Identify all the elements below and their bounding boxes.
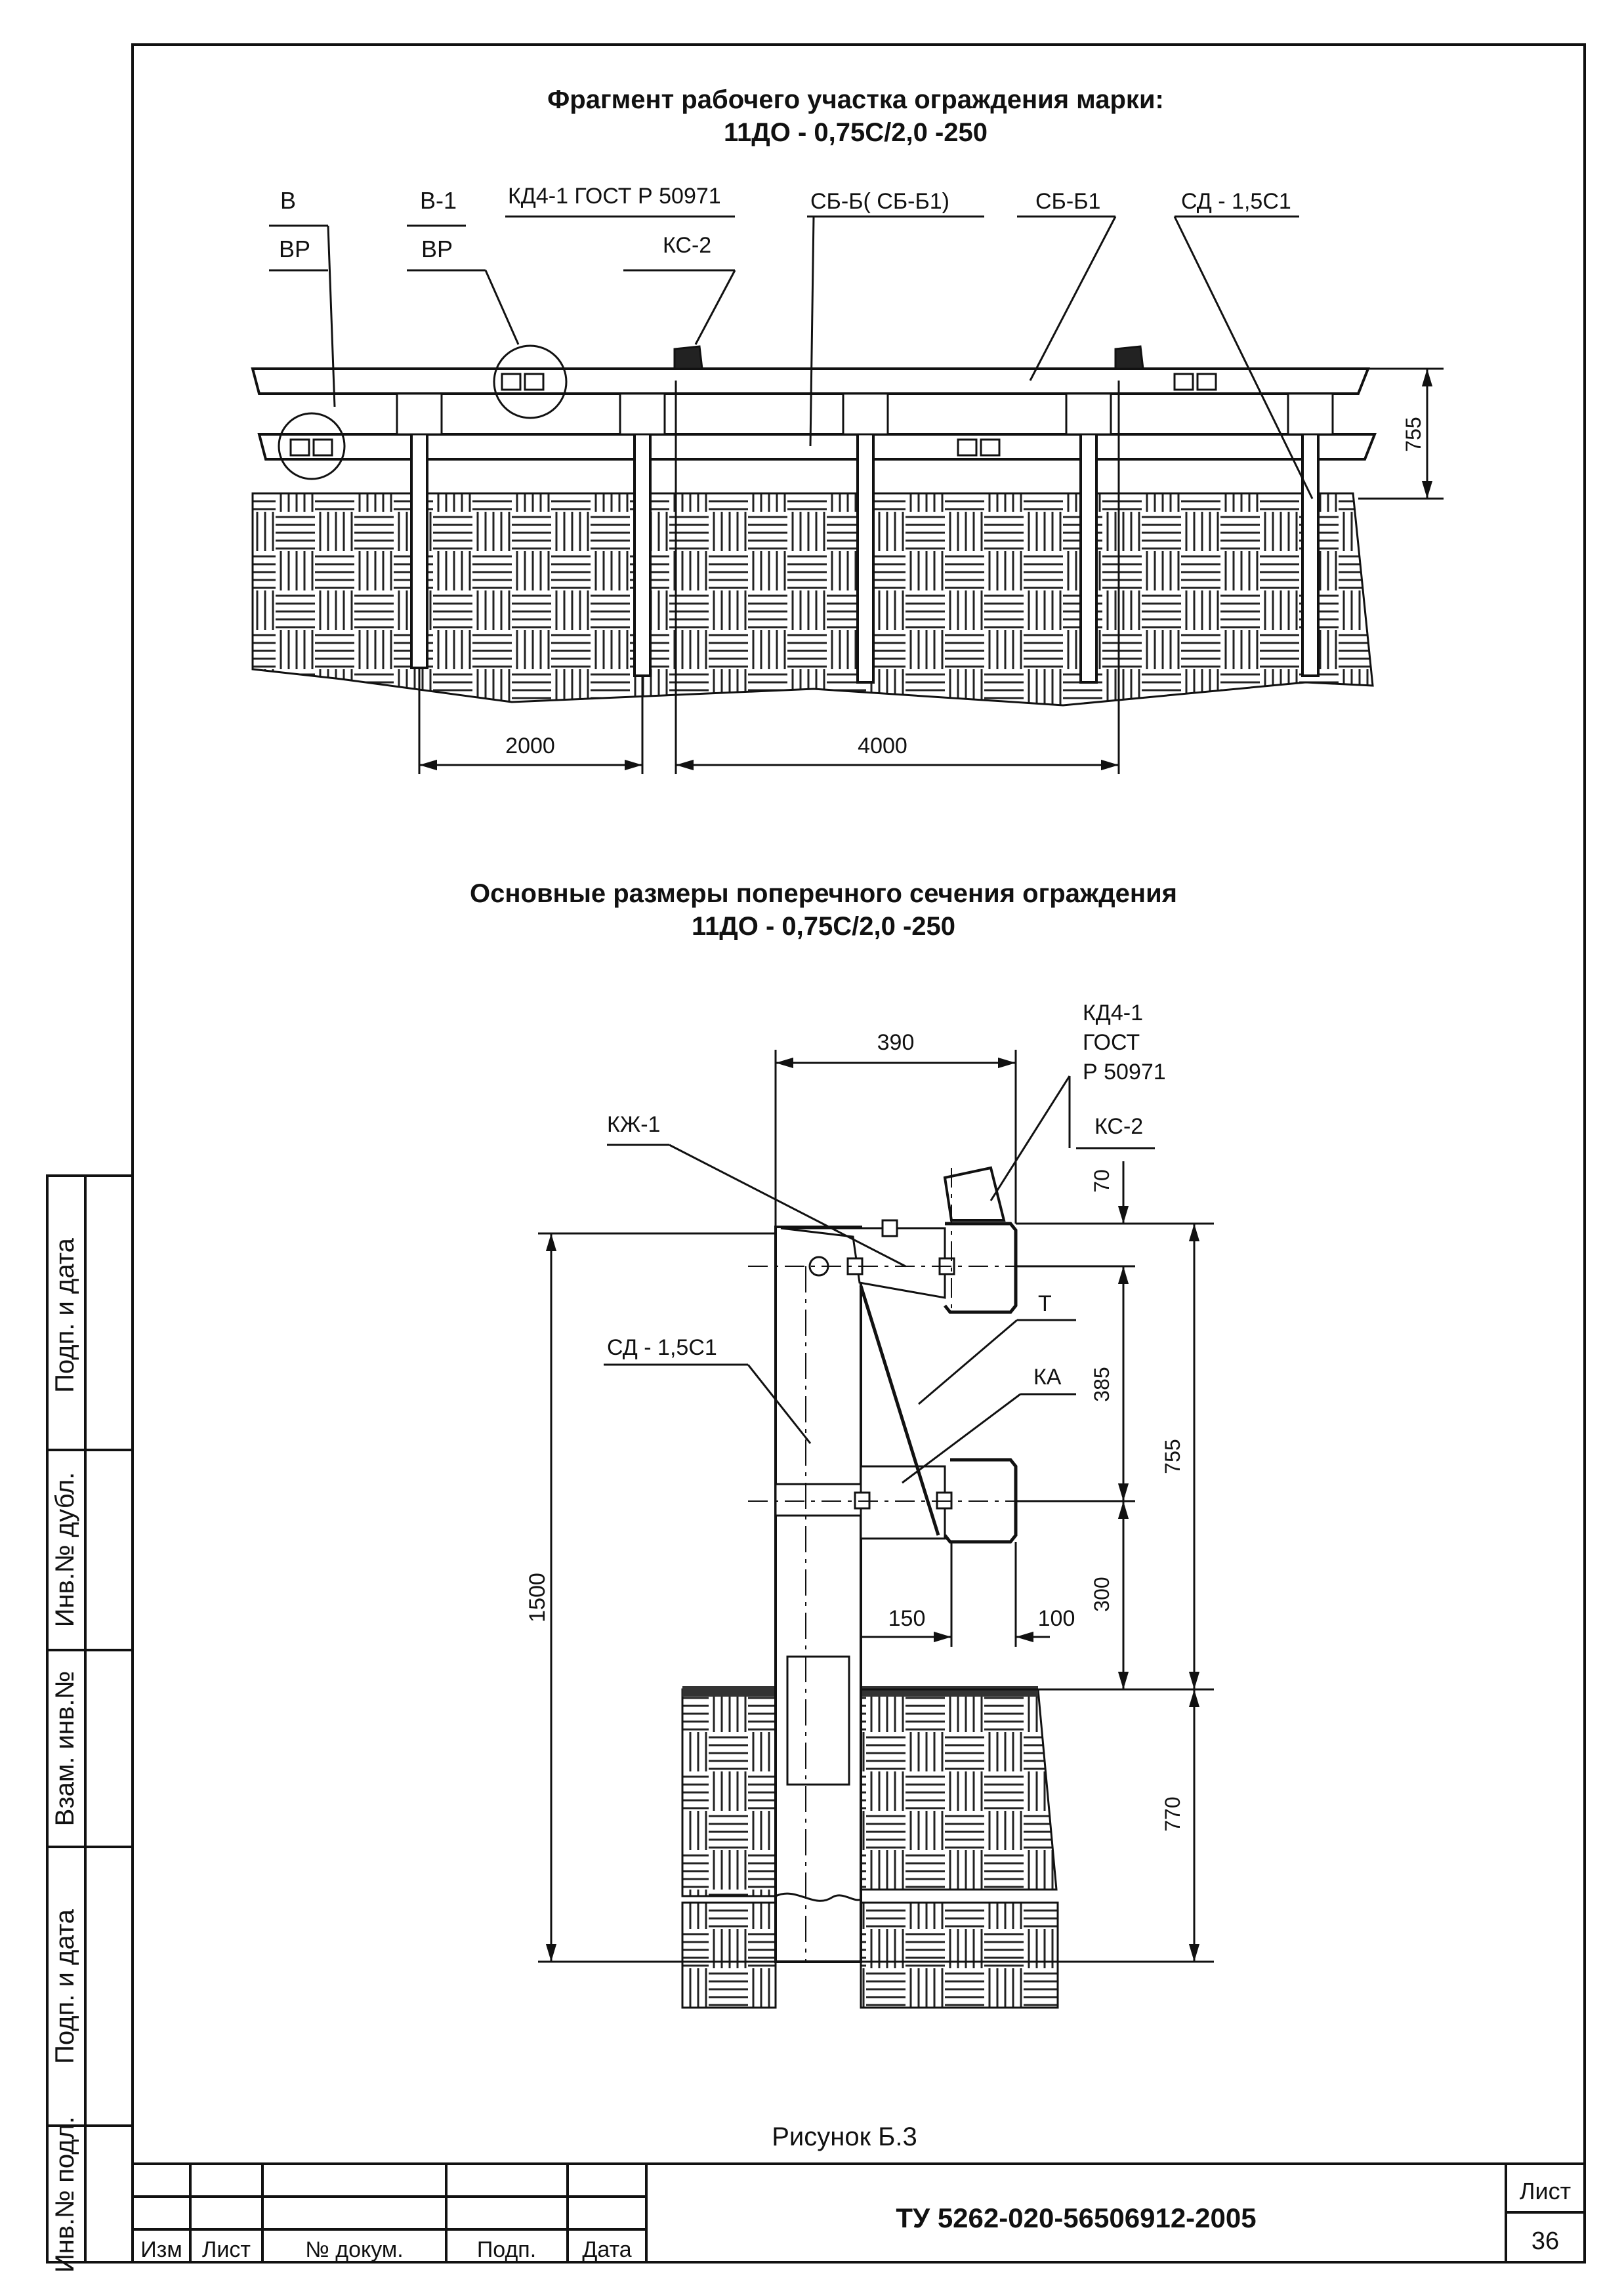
label-sbb1: СБ-Б1 (1035, 189, 1101, 214)
tb-sheet-number: 36 (1531, 2227, 1560, 2255)
guardrail-elevation (253, 217, 1444, 774)
tb-podp: Подп. (476, 2237, 537, 2262)
dim-390-text: 390 (877, 1030, 915, 1055)
spacers (397, 394, 1333, 434)
label-kzh1: КЖ-1 (607, 1112, 661, 1137)
tb-data: Дата (582, 2237, 632, 2262)
section-title-line1: Основные размеры поперечного сечения ограждения (469, 879, 1178, 908)
dim-385-text: 385 (1090, 1367, 1114, 1402)
top-title-line1: Фрагмент рабочего участка ограждения марки: (547, 85, 1164, 114)
dim-2000-text: 2000 (505, 734, 555, 758)
dim-755-text: 755 (1161, 1439, 1184, 1474)
section-ground-lower (682, 1903, 1058, 2008)
tb-docnum: № докум. (305, 2237, 404, 2262)
tb-izm: Изм (140, 2237, 182, 2262)
side-stamp-sign-date-2: Подп. и дата (51, 1909, 79, 2064)
label-t: Т (1038, 1291, 1052, 1316)
post-2 (635, 394, 650, 676)
dim-755-top-text: 755 (1402, 417, 1425, 452)
tb-sheet-label: Лист (1519, 2178, 1572, 2204)
side-stamp-sign-date-1: Подп. и дата (51, 1238, 79, 1393)
figure-caption: Рисунок Б.3 (772, 2122, 917, 2151)
label-r50971: Р 50971 (1083, 1060, 1166, 1085)
tb-list: Лист (202, 2237, 251, 2262)
label-v: В (280, 187, 297, 214)
dim-70-text: 70 (1090, 1169, 1114, 1193)
label-ks2-top: КС-2 (663, 233, 712, 258)
post-3 (858, 394, 873, 682)
side-stamp-repl-inv: Взам. инв.№ (51, 1670, 79, 1827)
cross-section (538, 1050, 1214, 2008)
label-kd-gost: КД4-1 ГОСТ Р 50971 (508, 184, 721, 209)
pavement-layer-left (682, 1686, 776, 1697)
section-post (776, 1227, 861, 1962)
label-ks2-section: КС-2 (1094, 1114, 1144, 1139)
dim-100-text: 100 (1037, 1606, 1075, 1631)
side-stamp-dup-inv: Инв.№ дубл. (51, 1472, 79, 1628)
label-vr-2: ВР (421, 236, 453, 262)
post-4 (1081, 394, 1096, 682)
label-v1: В-1 (420, 187, 457, 214)
label-sbb: СБ-Б( СБ-Б1) (810, 189, 950, 214)
side-stamp-orig-inv: Инв.№ подл. (51, 2116, 79, 2273)
section-title-line2: 11ДО - 0,75С/2,0 -250 (691, 912, 956, 941)
tb-designation: ТУ 5262-020-56506912-2005 (896, 2202, 1257, 2233)
dim-300-text: 300 (1090, 1577, 1114, 1612)
dim-4000-text: 4000 (858, 734, 907, 758)
dim-150-text: 150 (888, 1606, 926, 1631)
label-sd-top: СД - 1,5С1 (1181, 189, 1291, 214)
upper-beam-profile (945, 1224, 1016, 1312)
top-title-line2: 11ДО - 0,75С/2,0 -250 (723, 118, 988, 147)
reflectors (675, 346, 1143, 369)
label-vr-1: ВР (279, 236, 311, 262)
label-kd4-1: КД4-1 (1083, 1001, 1143, 1025)
pavement-layer-right (861, 1686, 1038, 1697)
label-gost: ГОСТ (1083, 1030, 1140, 1055)
section-ground-upper (682, 1689, 1056, 1896)
dim-1500-text: 1500 (525, 1573, 550, 1623)
post-5 (1302, 394, 1318, 676)
label-ka: КА (1033, 1365, 1062, 1390)
dim-770-text: 770 (1161, 1796, 1184, 1832)
label-sd-section: СД - 1,5С1 (607, 1335, 717, 1360)
